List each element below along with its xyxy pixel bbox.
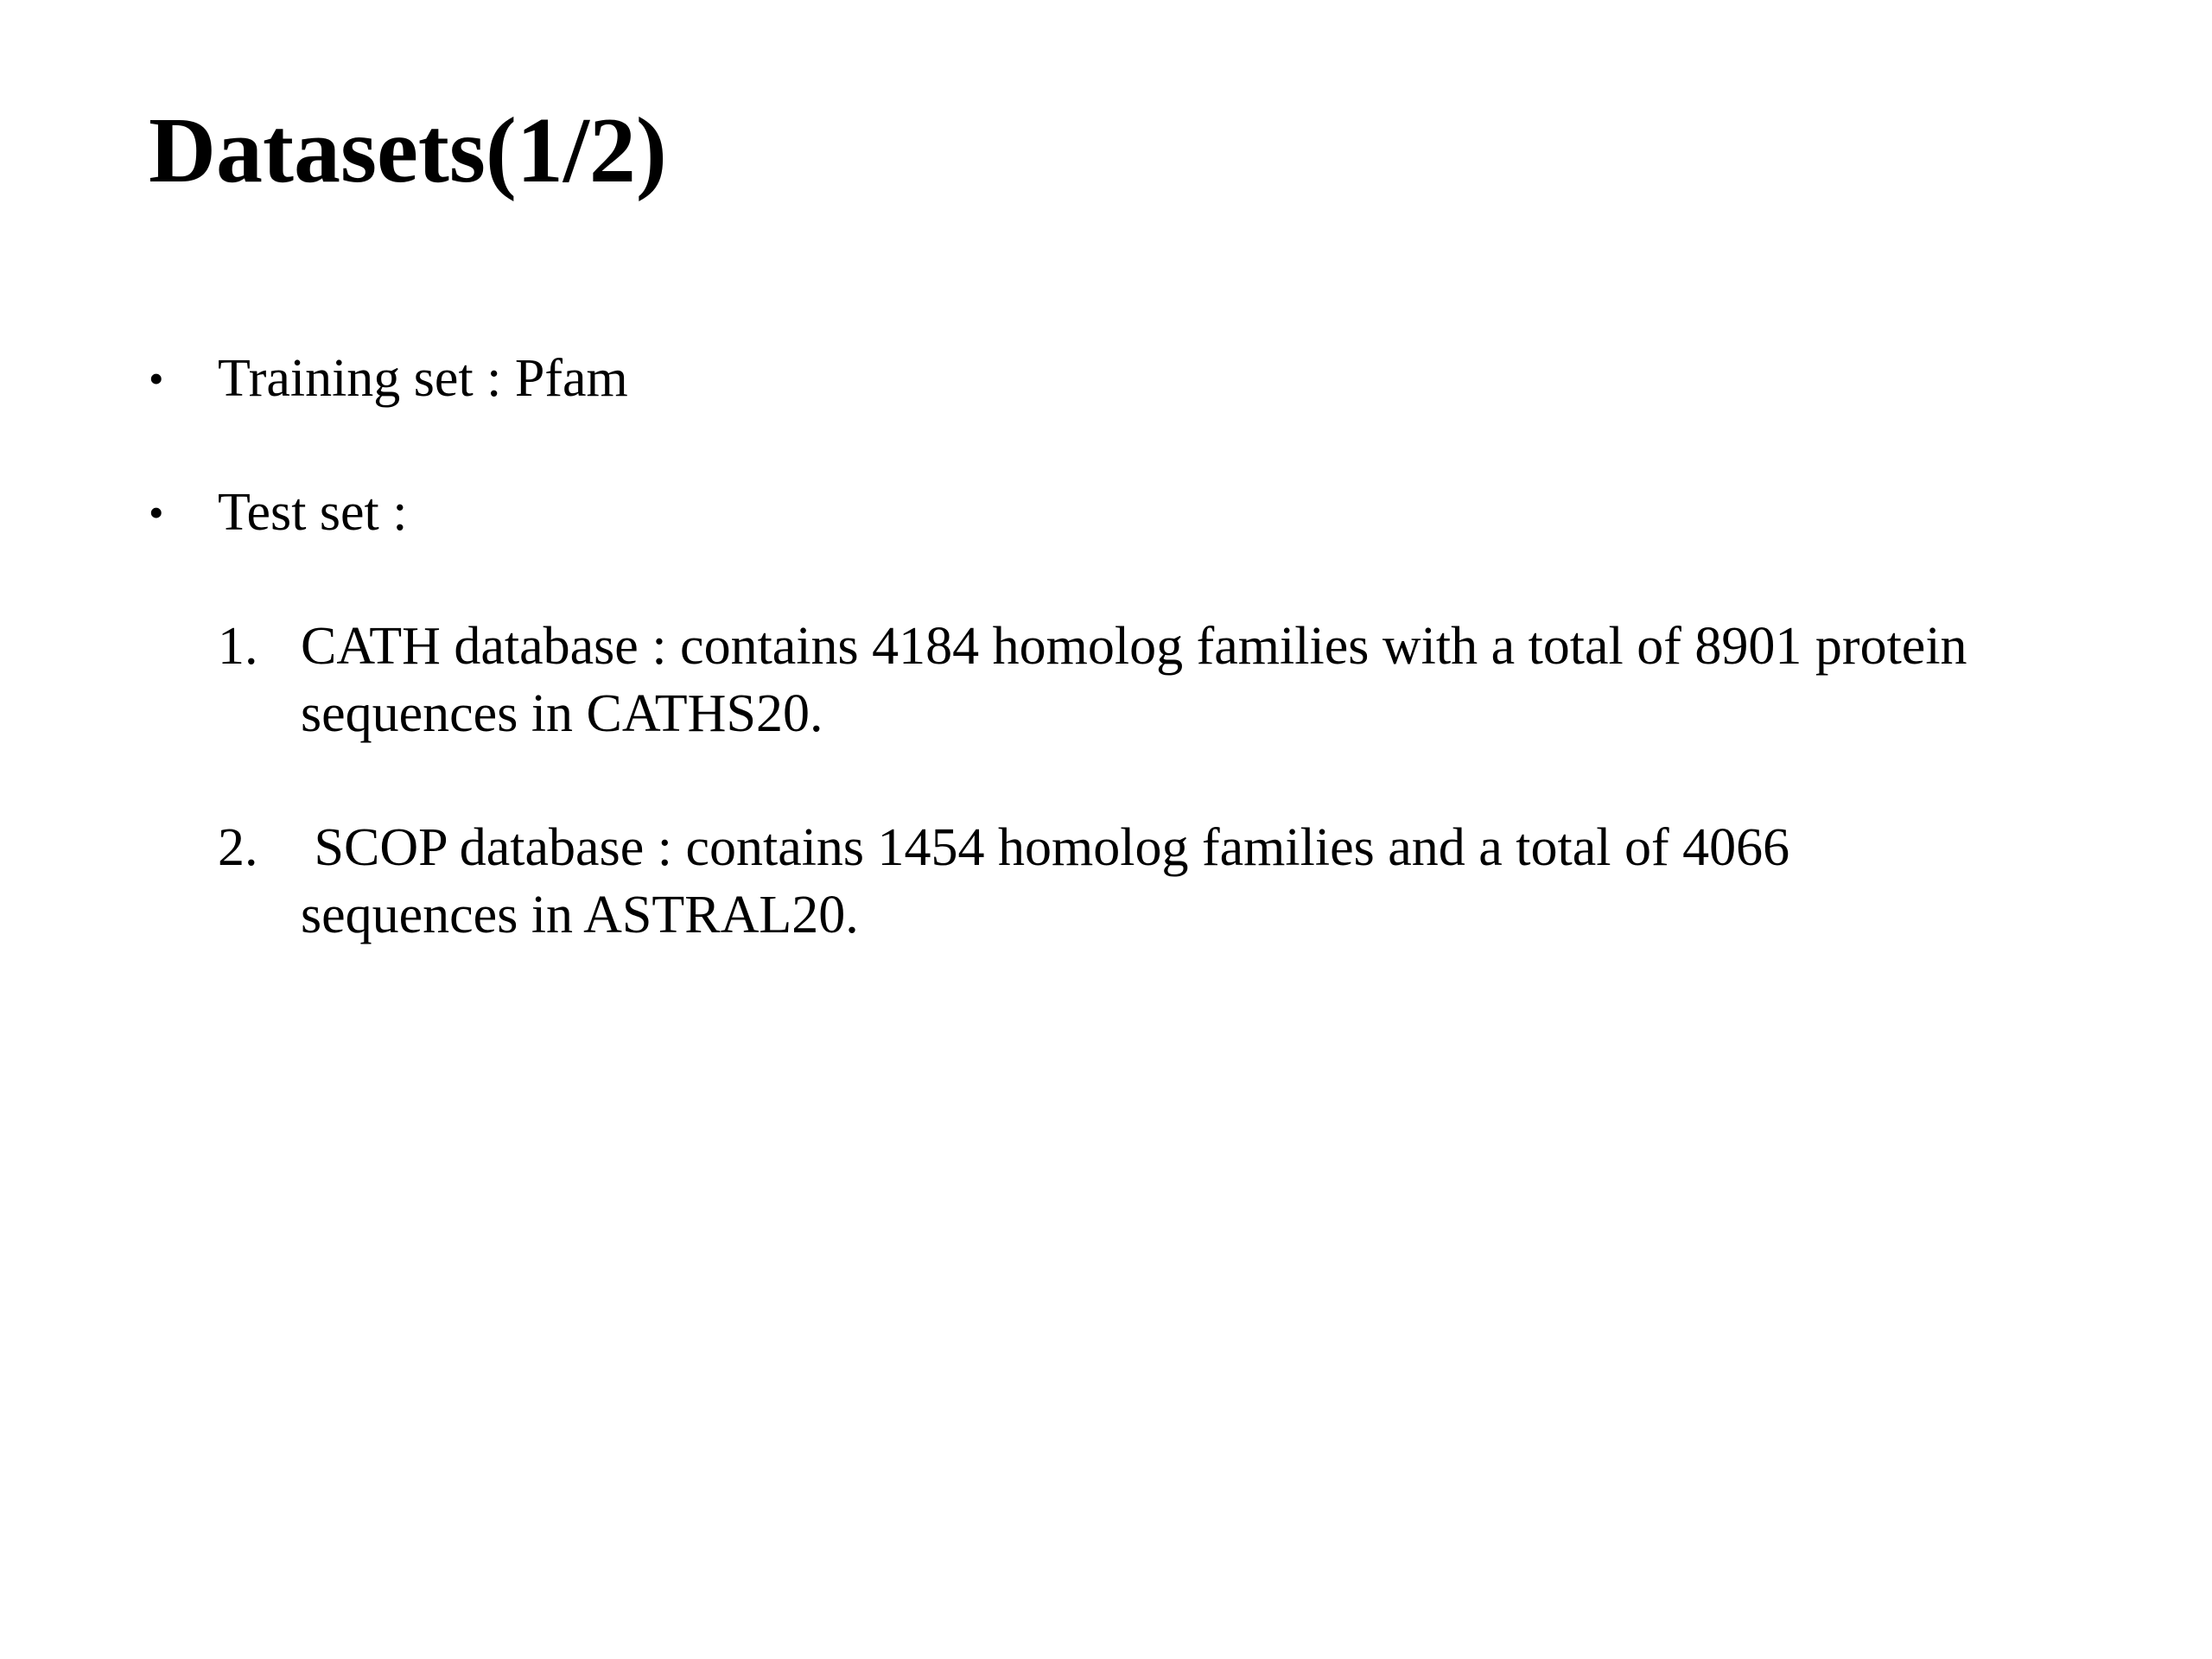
numbered-marker: 2.: [218, 818, 258, 877]
numbered-text-line: sequences in ASTRAL20.: [301, 886, 859, 944]
numbered-text-line: sequences in CATHS20.: [301, 684, 823, 743]
slide-title: Datasets(1/2): [149, 99, 667, 202]
bullet-marker: •: [149, 354, 164, 403]
bullet-marker: •: [149, 488, 164, 537]
numbered-text-line: SCOP database : contains 1454 homolog families and a total of 4066: [301, 818, 1790, 877]
numbered-text: [301, 613, 2115, 748]
bullet-text: Test set :: [218, 483, 408, 542]
numbered-text: [301, 815, 2115, 950]
numbered-text-line: CATH database : contains 4184 homolog families with a total of 8901 protein: [301, 617, 1967, 676]
numbered-marker: 1.: [218, 617, 258, 676]
bullet-text: Training set : Pfam: [218, 349, 628, 408]
